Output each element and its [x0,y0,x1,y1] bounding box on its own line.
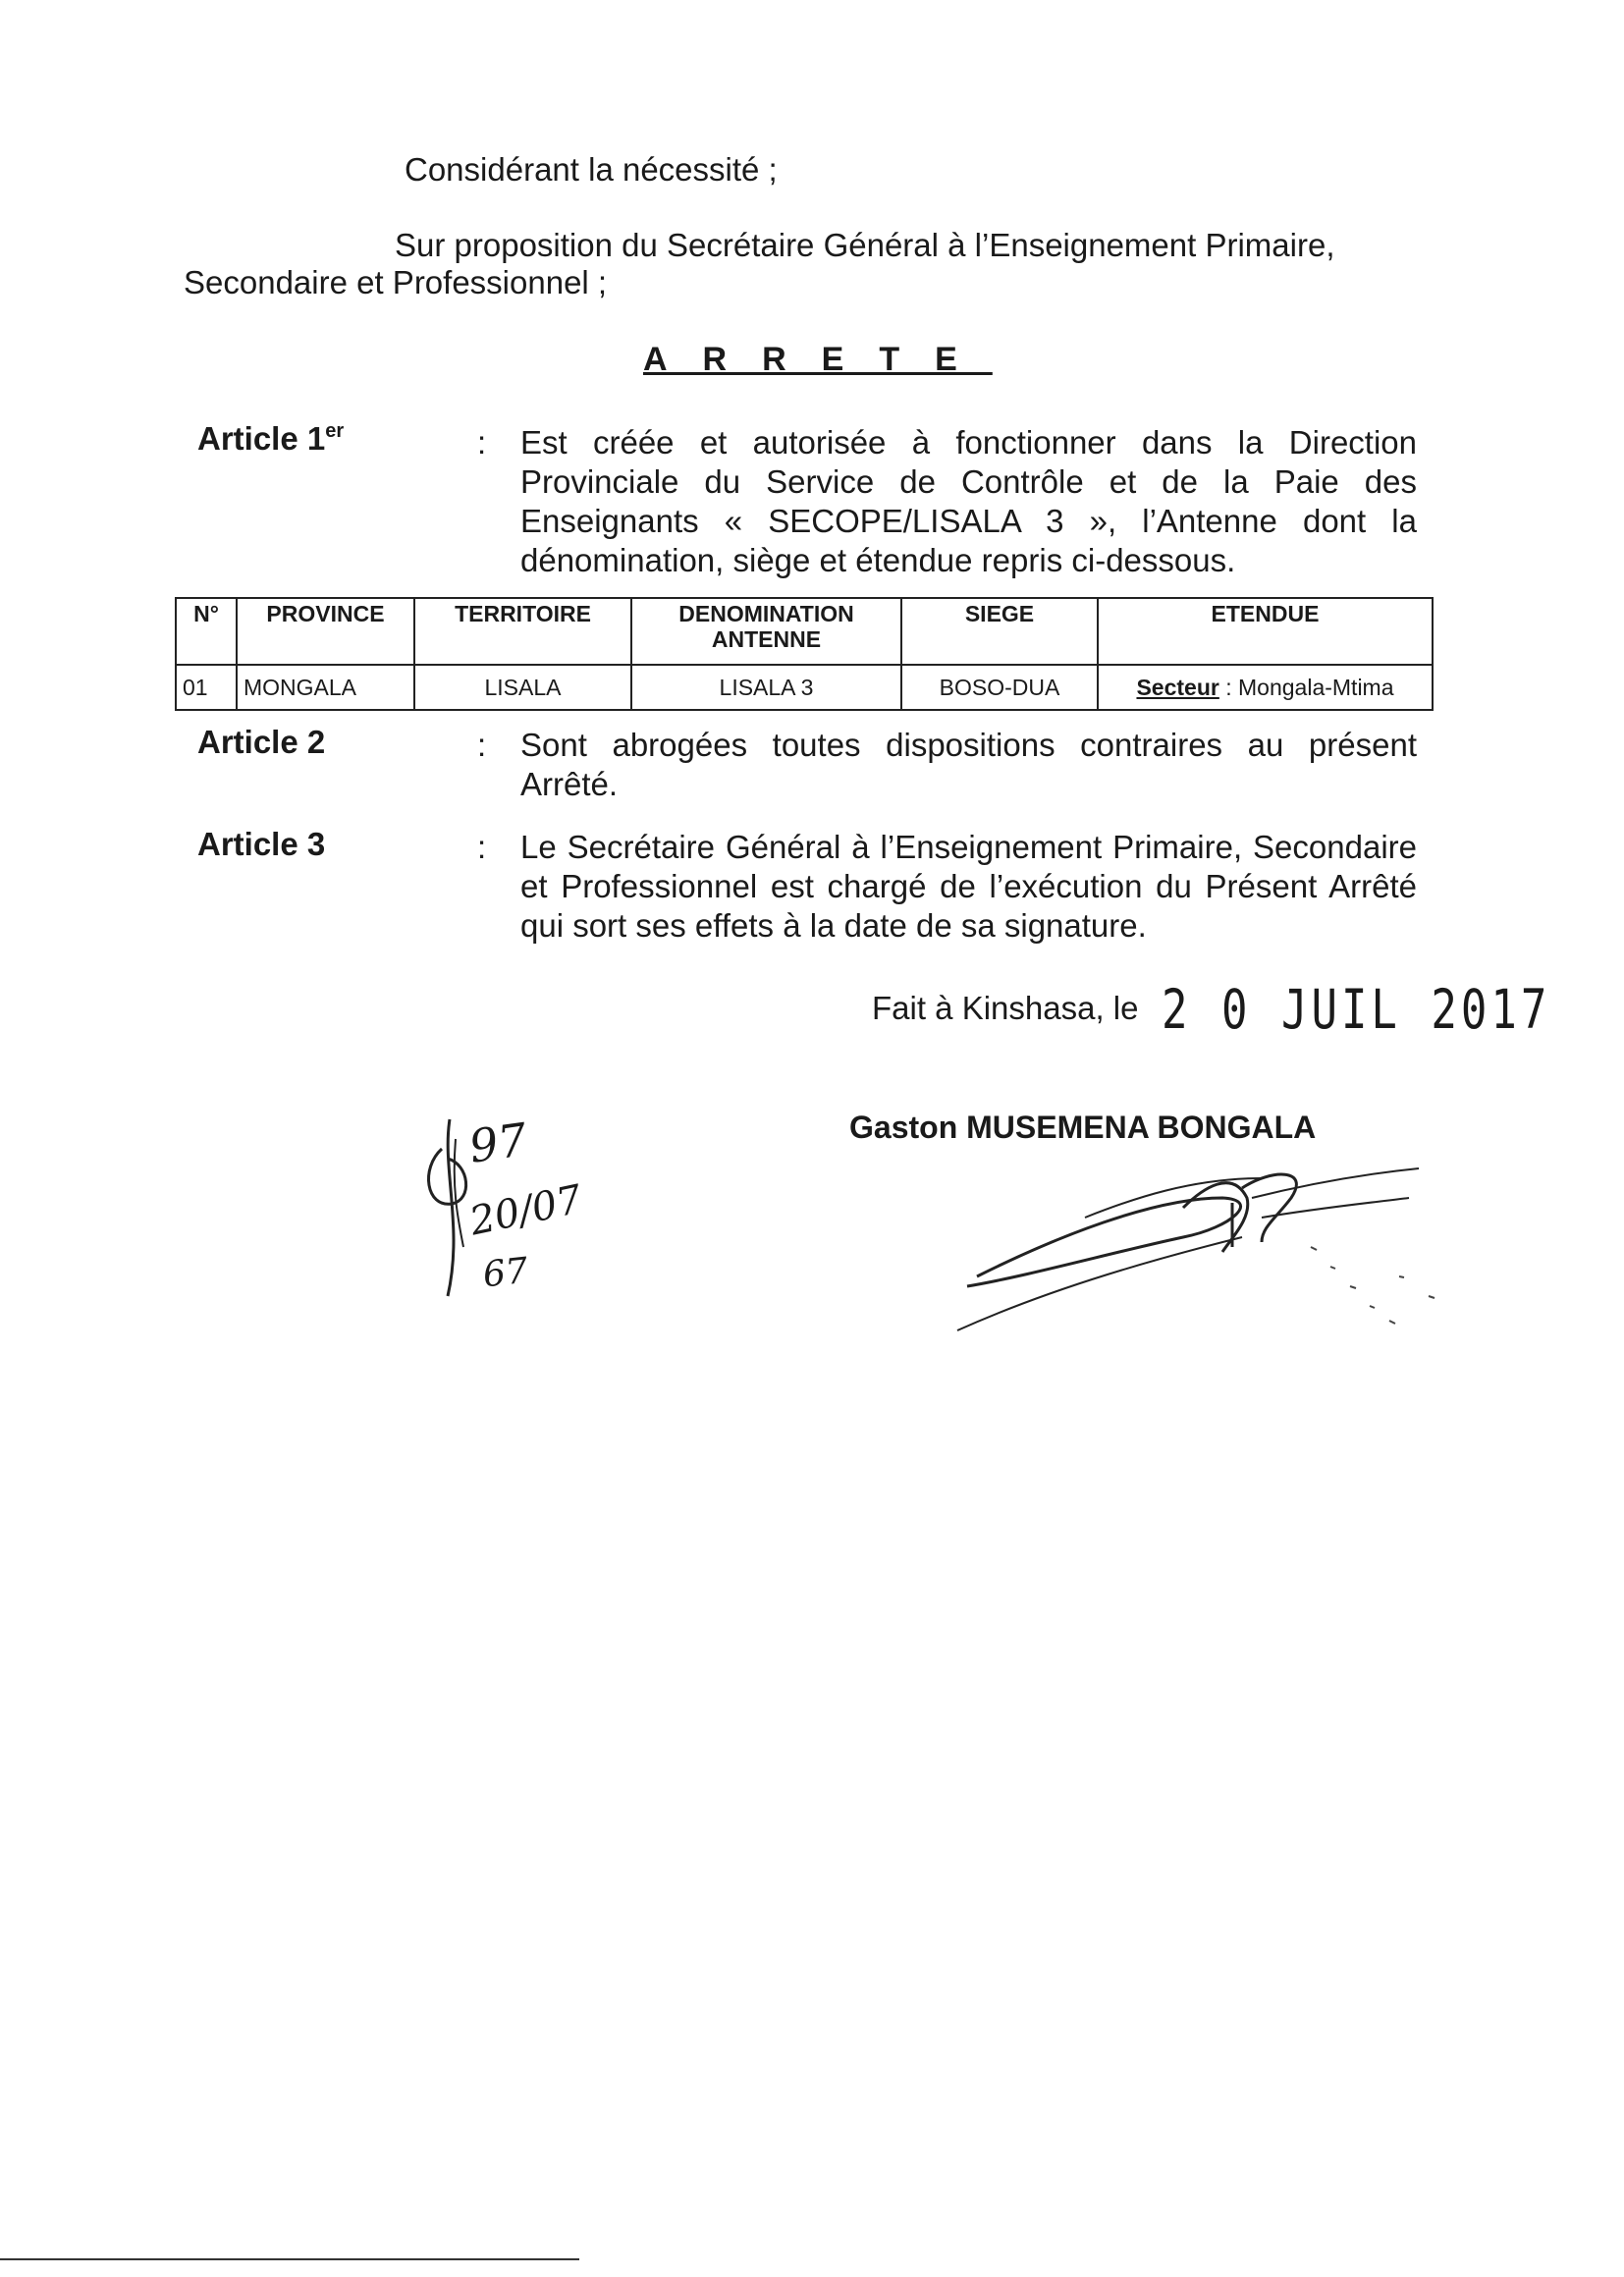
cell-province: MONGALA [237,665,414,710]
cell-etendue [1098,665,1433,710]
handwritten-annotation-1: 97 [465,1112,531,1173]
article-1-label-sup: er [325,420,345,442]
handwritten-annotation-3: 67 [480,1250,530,1296]
article-2-text: Sont abrogées toutes dispositions contraires au présent Arrêté. [520,727,1417,802]
cell-territoire: LISALA [414,665,631,710]
handwritten-annotation-2: 20/07 [465,1176,586,1245]
table-header-row [176,598,1433,665]
table-header: TERRITOIRE [414,598,631,665]
article-3-colon: : [477,829,487,865]
article-2-colon: : [477,727,487,763]
cell-denomination: LISALA 3 [631,665,901,710]
article-1-label [197,419,344,459]
article-1-text: Est créée et autorisée à fonctionner dans la Direction Provinciale du Service de Contrôle et de la Paie des Enseignants « SECOPE/LISALA 3 », l’Antenne dont la dénomination, siège et étendue repris ci-dessous. [520,424,1417,578]
antenne-table [175,597,1434,711]
table-header: SIEGE [901,598,1098,665]
table-header: DENOMINATION ANTENNE [631,598,901,665]
article-1-colon: : [477,424,487,461]
closing-place: Fait à Kinshasa, le [872,990,1139,1026]
table-row [176,665,1433,710]
table-header: ETENDUE [1098,598,1433,665]
preamble-line-1: Considérant la nécessité ; [405,151,778,188]
signatory-name: Gaston MUSEMENA BONGALA [849,1110,1317,1145]
article-2-label: Article 2 [197,724,326,760]
table-header: N° [176,598,237,665]
preamble-line-2a: Sur proposition du Secrétaire Général à l’Enseignement Primaire, [395,227,1335,263]
article-3-label: Article 3 [197,826,326,862]
article-3-text: Le Secrétaire Général à l’Enseignement Primaire, Secondaire et Professionnel est chargé de l’exécution du Présent Arrêté qui sort ses effets à la date de sa signature. [520,829,1417,944]
stamped-date: 2 0 JUIL 2017 [1162,979,1551,1042]
paraph-mark [412,1110,491,1306]
table-header: PROVINCE [237,598,414,665]
bottom-rule [0,2256,589,2262]
decree-title: ARRETE [643,341,993,378]
preamble-line-2b: Secondaire et Professionnel ; [184,264,608,300]
cell-number: 01 [176,665,237,710]
cell-siege: BOSO-DUA [901,665,1098,710]
signature-mark [938,1159,1448,1394]
cell-etendue-value: : Mongala-Mtima [1218,675,1394,700]
cell-etendue-label: Secteur [1136,675,1219,700]
article-1-label-text: Article 1 [197,420,326,457]
